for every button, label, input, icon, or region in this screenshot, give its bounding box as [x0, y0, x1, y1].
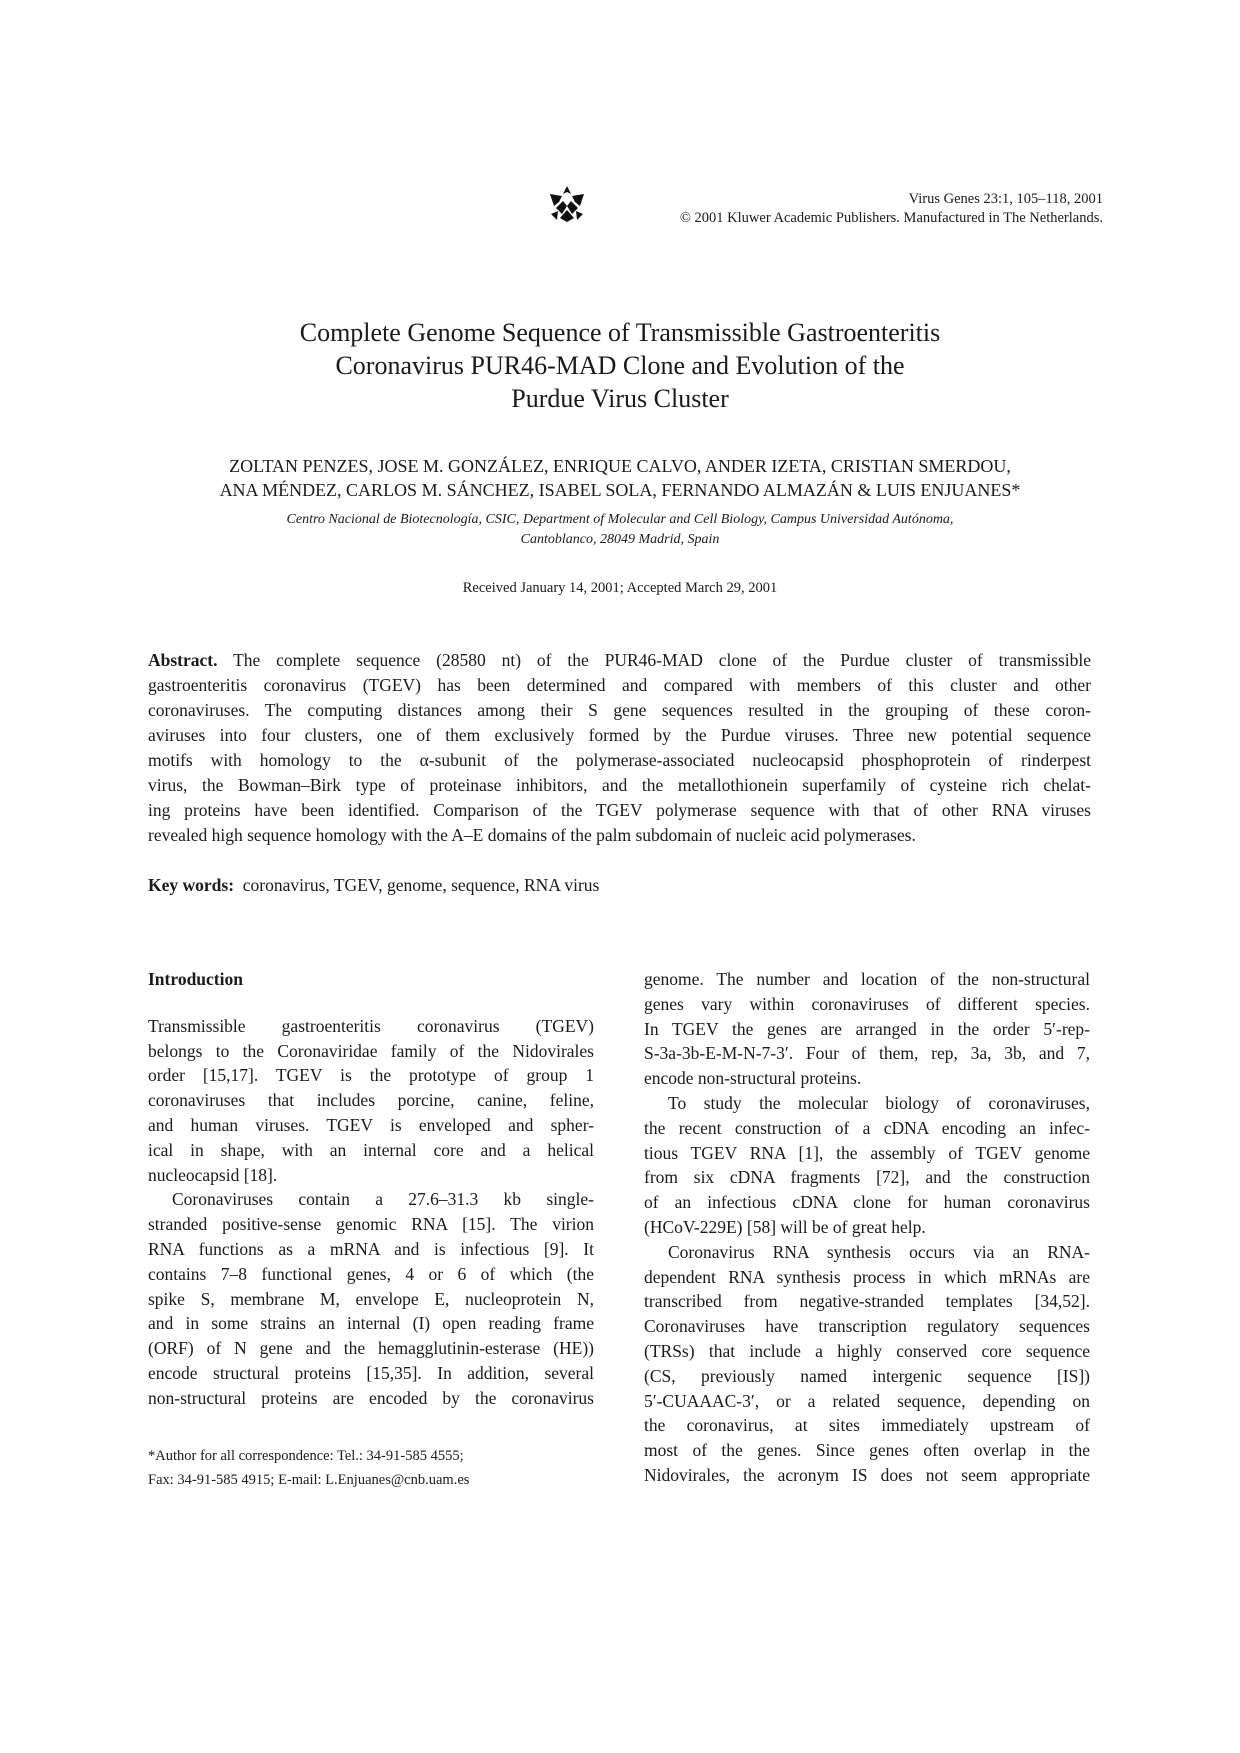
journal-reference	[680, 190, 1103, 228]
received-dates: Received January 14, 2001; Accepted March 29, 2001	[462, 580, 778, 596]
paragraph-line: and in some strains an internal (I) open reading frame	[148, 1313, 594, 1334]
paragraph-line: ical in shape, with an internal core and a helical	[148, 1139, 594, 1160]
author-list	[0, 454, 1240, 502]
abstract-line: gastroenteritis coronavirus (TGEV) has been determined and compared with members of this cluster and other	[148, 675, 1091, 695]
abstract-line: virus, the Bowman–Birk type of proteinase inhibitors, and the metallothionein superfamily of cysteine rich chelat-	[148, 775, 1091, 795]
footnote-line: Fax: 34-91-585 4915; E-mail: L.Enjuanes@cnb.uam.es	[148, 1472, 470, 1488]
left-column	[148, 967, 594, 1411]
abstract-line: motifs with homology to the α-subunit of the polymerase-associated nucleocapsid phosphoprotein of rinderpest	[148, 750, 1091, 770]
paragraph-line: genes vary within coronaviruses of different species.	[644, 993, 1090, 1014]
abstract	[148, 648, 1091, 848]
paragraph-line: contains 7–8 functional genes, 4 or 6 of which (the	[148, 1263, 594, 1284]
paragraph-line: the coronavirus, at sites immediately upstream of	[644, 1415, 1090, 1436]
abstract-line: coronaviruses. The computing distances among their S gene sequences resulted in the grouping of these coron-	[148, 700, 1091, 720]
paragraph-line: Coronavirus RNA synthesis occurs via an RNA-	[668, 1241, 1090, 1262]
paragraph-line: RNA functions as a mRNA and is infectious [9]. It	[148, 1238, 594, 1259]
paragraph-line: stranded positive-sense genomic RNA [15]. The virion	[148, 1214, 594, 1235]
affiliation	[0, 510, 1240, 550]
paragraph-line: spike S, membrane M, envelope E, nucleoprotein N,	[148, 1288, 594, 1309]
paragraph-line: transcribed from negative-stranded templates [34,52].	[644, 1291, 1090, 1312]
publisher-logo-icon	[548, 184, 586, 224]
paragraph-line: coronaviruses that includes porcine, canine, feline,	[148, 1090, 594, 1111]
paragraph-line: encode structural proteins [15,35]. In addition, several	[148, 1362, 594, 1383]
paragraph-line: and human viruses. TGEV is enveloped and spher-	[148, 1114, 594, 1135]
paragraph-line: of an infectious cDNA clone for human coronavirus	[644, 1192, 1090, 1213]
title-line: Complete Genome Sequence of Transmissible Gastroenteritis	[299, 318, 941, 347]
keywords-label: Key words:	[148, 875, 235, 895]
paragraph-line: Coronaviruses contain a 27.6–31.3 kb single-	[172, 1189, 594, 1210]
paragraph-line: order [15,17]. TGEV is the prototype of group 1	[148, 1065, 594, 1086]
paragraph-line: belongs to the Coronaviridae family of the Nidovirales	[148, 1040, 594, 1061]
paragraph-line: Nidovirales, the acronym IS does not seem appropriate	[644, 1464, 1090, 1485]
affiliation-line: Centro Nacional de Biotecnología, CSIC, Department of Molecular and Cell Biology, Campus Universidad Autónoma,	[286, 512, 954, 527]
paragraph-line: genome. The number and location of the non-structural	[644, 969, 1090, 989]
abstract-line: aviruses into four clusters, one of them exclusively formed by the Purdue viruses. Three new potential sequence	[148, 725, 1091, 745]
right-column	[644, 967, 1090, 1488]
paragraph-line: (ORF) of N gene and the hemagglutinin-esterase (HE))	[148, 1338, 594, 1359]
keywords	[148, 873, 599, 898]
copyright-line: © 2001 Kluwer Academic Publishers. Manufactured in The Netherlands.	[679, 210, 1103, 226]
paragraph-line: from six cDNA fragments [72], and the construction	[644, 1167, 1090, 1188]
paper-title	[0, 316, 1240, 415]
paragraph-line: (CS, previously named intergenic sequence [IS])	[644, 1365, 1090, 1386]
paragraph-line: To study the molecular biology of coronaviruses,	[668, 1092, 1090, 1113]
section-heading: Introduction	[148, 969, 243, 989]
authors-line: ZOLTAN PENZES, JOSE M. GONZÁLEZ, ENRIQUE CALVO, ANDER IZETA, CRISTIAN SMERDOU,	[229, 456, 1011, 476]
paragraph-line: In TGEV the genes are arranged in the order 5′-rep-	[644, 1018, 1090, 1039]
paragraph-line: (HCoV-229E) [58] will be of great help.	[644, 1216, 926, 1237]
paragraph-line: (TRSs) that include a highly conserved core sequence	[644, 1340, 1090, 1361]
abstract-line: revealed high sequence homology with the A–E domains of the palm subdomain of nucleic acid polymerases.	[148, 825, 916, 845]
paragraph-line: nucleocapsid [18].	[148, 1164, 278, 1185]
paragraph-line: 5′-CUAAAC-3′, or a related sequence, depending on	[644, 1390, 1090, 1411]
abstract-text: The complete sequence (28580 nt) of the PUR46-MAD clone of the Purdue cluster of transmissible	[233, 650, 1091, 670]
journal-line: Virus Genes 23:1, 105–118, 2001	[908, 191, 1103, 207]
paragraph-line: non-structural proteins are encoded by the coronavirus	[148, 1387, 594, 1408]
paragraph-line: most of the genes. Since genes often overlap in the	[644, 1440, 1090, 1461]
paragraph-line: Transmissible gastroenteritis coronavirus (TGEV)	[148, 1015, 594, 1036]
footnote-line: *Author for all correspondence: Tel.: 34-91-585 4555;	[148, 1448, 464, 1464]
authors-line: ANA MÉNDEZ, CARLOS M. SÁNCHEZ, ISABEL SOLA, FERNANDO ALMAZÁN & LUIS ENJUANES*	[219, 480, 1021, 500]
title-line: Coronavirus PUR46-MAD Clone and Evolution of the	[335, 351, 905, 380]
paragraph-line: Coronaviruses have transcription regulatory sequences	[644, 1316, 1090, 1337]
footnote	[148, 1444, 469, 1492]
paragraph-line: tious TGEV RNA [1], the assembly of TGEV genome	[644, 1142, 1090, 1163]
affiliation-line: Cantoblanco, 28049 Madrid, Spain	[520, 532, 720, 547]
paragraph-line: encode non-structural proteins.	[644, 1068, 862, 1089]
abstract-label: Abstract.	[148, 650, 218, 670]
paragraph-line: S-3a-3b-E-M-N-7-3′. Four of them, rep, 3a, 3b, and 7,	[644, 1043, 1090, 1064]
abstract-line	[148, 648, 1091, 673]
abstract-line: ing proteins have been identified. Comparison of the TGEV polymerase sequence with that of other RNA viruses	[148, 800, 1091, 820]
paragraph-line: dependent RNA synthesis process in which mRNAs are	[644, 1266, 1090, 1287]
title-line: Purdue Virus Cluster	[511, 384, 729, 413]
keywords-text: coronavirus, TGEV, genome, sequence, RNA virus	[242, 875, 600, 895]
paragraph-line: the recent construction of a cDNA encoding an infec-	[644, 1117, 1090, 1138]
